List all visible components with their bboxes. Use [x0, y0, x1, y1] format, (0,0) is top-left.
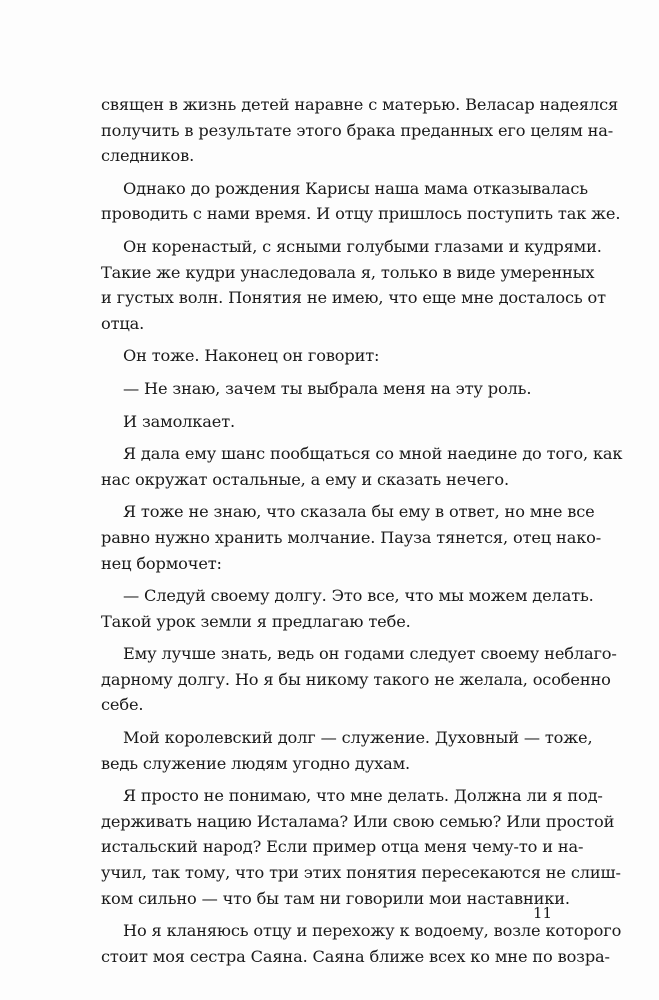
text-line: Такие же кудри унаследовала я, только в виде умеренных: [101, 262, 595, 282]
text-line: себе.: [101, 695, 144, 715]
text-line: — Следуй своему долгу. Это все, что мы можем делать.: [123, 586, 594, 606]
paragraph: [101, 441, 623, 492]
text-line: Такой урок земли я предлагаю тебе.: [101, 611, 411, 631]
paragraph: [101, 92, 619, 169]
text-line: Ему лучше знать, ведь он годами следует своему неблаго-: [123, 644, 617, 664]
text-line: Я тоже не знаю, что сказала бы ему в ответ, но мне все: [123, 502, 595, 522]
text-line: ведь служение людям угодно духам.: [101, 753, 411, 773]
text-line: Он коренастый, с ясными голубыми глазами и кудрями.: [123, 236, 602, 256]
paragraph: [101, 234, 606, 336]
text-line: — Не знаю, зачем ты выбрала меня на эту роль.: [123, 378, 532, 398]
paragraph: [101, 918, 622, 969]
text-line: дарному долгу. Но я бы никому такого не желала, особенно: [101, 669, 611, 689]
text-line: следников.: [101, 146, 195, 166]
text-line: отца.: [101, 313, 145, 333]
text-line: Я дала ему шанс пообщаться со мной наедине до того, как: [123, 444, 623, 464]
text-line: стоит моя сестра Саяна. Саяна ближе всех ко мне по возра-: [101, 946, 610, 966]
text-line: ком сильно — что бы там ни говорили мои наставники.: [101, 888, 570, 908]
paragraph: [101, 343, 556, 369]
text-line: Мой королевский долг — служение. Духовный — тоже,: [123, 728, 593, 748]
body-text: [101, 92, 623, 976]
text-line: получить в результате этого брака преданных его целям на-: [101, 120, 614, 140]
text-line: Я просто не понимаю, что мне делать. Должна ли я под-: [123, 786, 603, 806]
text-line: нец бормочет:: [101, 553, 222, 573]
page-number: 11: [533, 904, 553, 922]
paragraph: [101, 783, 621, 911]
text-line: держивать нацию Исталама? Или свою семью? Или простой: [101, 811, 615, 831]
text-line: и густых волн. Понятия не имею, что еще мне досталось от: [101, 288, 606, 308]
text-line: учил, так тому, что три этих понятия пересекаются не слиш-: [101, 863, 621, 883]
text-line: проводить с нами время. И отцу пришлось поступить так же.: [101, 204, 621, 224]
paragraph: [101, 499, 602, 576]
paragraph: [101, 725, 593, 776]
paragraph: [101, 641, 617, 718]
paragraph: [101, 376, 556, 402]
paragraph: [101, 409, 556, 435]
paragraph: [101, 583, 594, 634]
text-line: Но я кланяюсь отцу и перехожу к водоему, возле которого: [123, 921, 622, 941]
text-line: Он тоже. Наконец он говорит:: [123, 346, 380, 366]
text-line: нас окружат остальные, а ему и сказать нечего.: [101, 469, 510, 489]
text-line: равно нужно хранить молчание. Пауза тянется, отец нако-: [101, 527, 602, 547]
text-line: священ в жизнь детей наравне с матерью. Веласар надеялся: [101, 95, 619, 114]
paragraph: [101, 176, 621, 227]
text-line: И замолкает.: [123, 411, 236, 431]
text-line: Однако до рождения Карисы наша мама отказывалась: [123, 178, 588, 198]
text-line: истальский народ? Если пример отца меня чему-то и на-: [101, 837, 584, 857]
